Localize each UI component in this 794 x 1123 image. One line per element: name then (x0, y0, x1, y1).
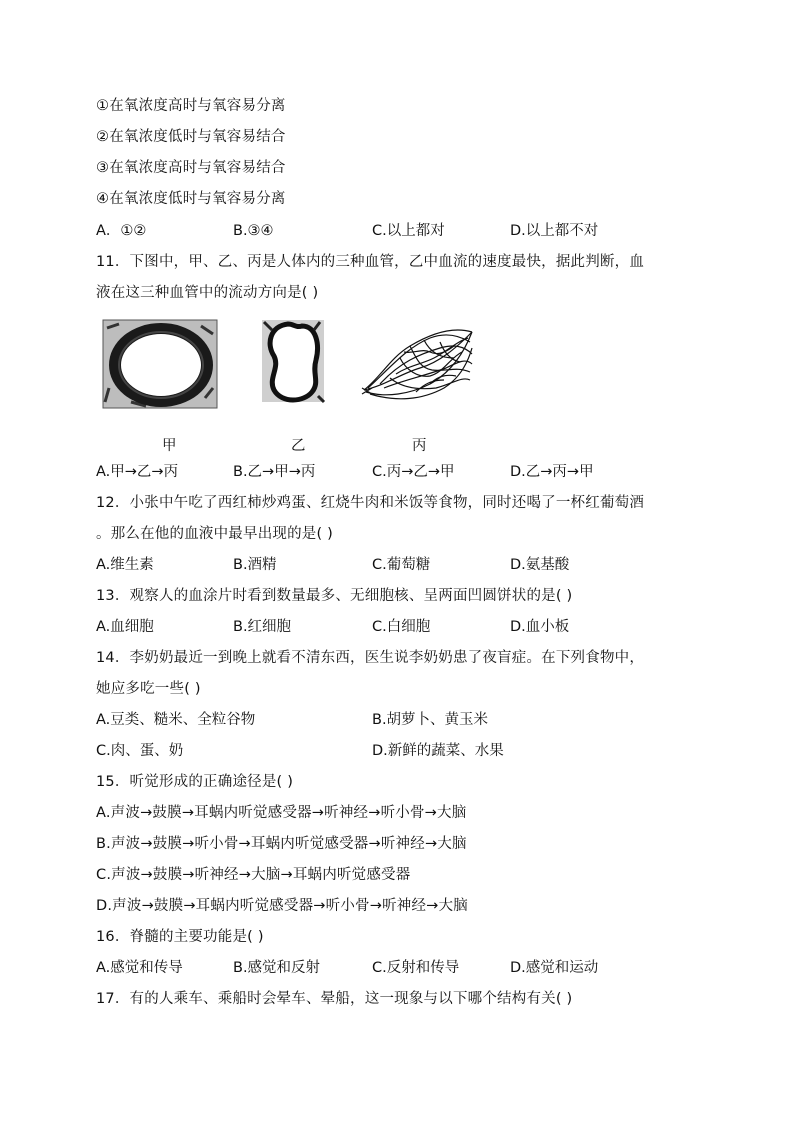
q11-stem-line2: 液在这三种血管中的流动方向是( ) (96, 285, 319, 301)
q11-option-a: A.甲→乙→丙 (96, 464, 179, 480)
q15-option-c: C.声波→鼓膜→听神经→大脑→耳蜗内听觉感受器 (96, 867, 411, 883)
q10-statement-1: ①在氧浓度高时与氧容易分离 (96, 98, 286, 114)
q16-option-d: D.感觉和运动 (510, 960, 599, 976)
q14-stem-line1: 14．李奶奶最近一到晚上就看不清东西，医生说李奶奶患了夜盲症。在下列食物中， (96, 650, 645, 666)
q13-option-d: D.血小板 (510, 619, 570, 635)
q13-stem: 13．观察人的血涂片时看到数量最多、无细胞核、呈两面凹圆饼状的是( ) (96, 588, 573, 604)
q10-option-d: D.以上都不对 (510, 223, 599, 239)
q11-stem-line1: 11．下图中，甲、乙、丙是人体内的三种血管，乙中血流的速度最快，据此判断，血 (96, 254, 645, 270)
q12-stem-line1: 12．小张中午吃了西红柿炒鸡蛋、红烧牛肉和米饭等食物，同时还喝了一杯红葡萄酒 (96, 495, 645, 511)
q11-option-b: B.乙→甲→丙 (233, 464, 316, 480)
q12-option-d: D.氨基酸 (510, 557, 570, 573)
vessel-bing-figure (360, 318, 478, 406)
q12-option-c: C.葡萄糖 (372, 557, 431, 573)
q12-option-b: B.酒精 (233, 557, 277, 573)
caption-bing: 丙 (412, 438, 427, 454)
q15-option-a: A.声波→鼓膜→耳蜗内听觉感受器→听神经→听小骨→大脑 (96, 805, 467, 821)
q16-option-b: B.感觉和反射 (233, 960, 321, 976)
q10-option-c: C.以上都对 (372, 223, 445, 239)
q15-option-d: D.声波→鼓膜→耳蜗内听觉感受器→听小骨→听神经→大脑 (96, 898, 468, 914)
q16-option-c: C.反射和传导 (372, 960, 460, 976)
q11-option-d: D.乙→丙→甲 (510, 464, 594, 480)
q12-stem-line2: 。那么在他的血液中最早出现的是( ) (96, 526, 334, 542)
q16-stem: 16．脊髓的主要功能是( ) (96, 929, 264, 945)
q10-statement-2: ②在氧浓度低时与氧容易结合 (96, 129, 286, 145)
q14-option-c: C.肉、蛋、奶 (96, 743, 184, 759)
q11-option-c: C.丙→乙→甲 (372, 464, 455, 480)
q10-statement-3: ③在氧浓度高时与氧容易结合 (96, 160, 286, 176)
q13-option-a: A.血细胞 (96, 619, 154, 635)
caption-jia: 甲 (162, 438, 177, 454)
q10-statement-4: ④在氧浓度低时与氧容易分离 (96, 191, 286, 207)
q10-option-b: B.③④ (233, 223, 274, 239)
q10-option-a: A．①② (96, 223, 147, 239)
caption-yi: 乙 (291, 438, 306, 454)
q13-option-c: C.白细胞 (372, 619, 431, 635)
q14-stem-line2: 她应多吃一些( ) (96, 681, 201, 697)
vessel-yi-figure (258, 316, 328, 406)
q15-stem: 15．听觉形成的正确途径是( ) (96, 774, 294, 790)
q16-option-a: A.感觉和传导 (96, 960, 183, 976)
q12-option-a: A.维生素 (96, 557, 154, 573)
vessel-jia-figure (101, 318, 219, 410)
q14-option-b: B.胡萝卜、黄玉米 (372, 712, 489, 728)
q17-stem: 17．有的人乘车、乘船时会晕车、晕船，这一现象与以下哪个结构有关( ) (96, 991, 573, 1007)
q13-option-b: B.红细胞 (233, 619, 292, 635)
q14-option-a: A.豆类、糙米、全粒谷物 (96, 712, 256, 728)
q15-option-b: B.声波→鼓膜→听小骨→耳蜗内听觉感受器→听神经→大脑 (96, 836, 467, 852)
q14-option-d: D.新鲜的蔬菜、水果 (372, 743, 504, 759)
